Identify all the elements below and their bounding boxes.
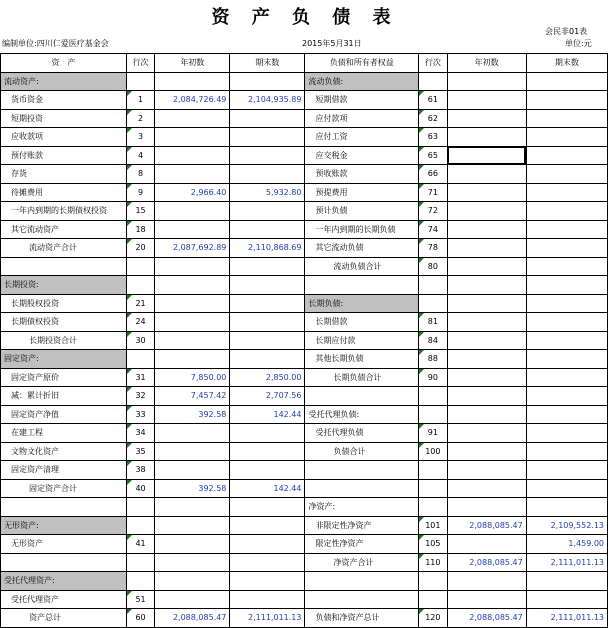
amount-cell[interactable] bbox=[155, 424, 230, 443]
asset-label-cell[interactable]: 无形资产: bbox=[1, 516, 127, 535]
line-number-cell[interactable]: 51 bbox=[126, 590, 154, 609]
line-number-cell[interactable]: 105 bbox=[419, 535, 447, 554]
amount-cell[interactable]: 2,088,085.47 bbox=[447, 516, 526, 535]
line-number-cell[interactable]: 15 bbox=[126, 202, 154, 221]
table-row bbox=[1, 516, 608, 535]
line-number-cell[interactable]: 1 bbox=[126, 91, 154, 110]
line-number-cell[interactable]: 35 bbox=[126, 442, 154, 461]
amount-cell[interactable] bbox=[447, 276, 526, 295]
table-row bbox=[1, 165, 608, 184]
amount-cell[interactable] bbox=[526, 257, 607, 276]
amount-cell[interactable] bbox=[155, 461, 230, 480]
asset-label-cell[interactable]: 短期投资 bbox=[1, 109, 127, 128]
column-header[interactable]: 年初数 bbox=[447, 54, 526, 73]
liability-label-cell[interactable]: 负债合计 bbox=[305, 442, 419, 461]
asset-label-cell[interactable]: 流动资产合计 bbox=[1, 239, 127, 258]
amount-cell[interactable] bbox=[526, 350, 607, 369]
amount-cell[interactable]: 2,104,935.89 bbox=[230, 91, 305, 110]
entity-name: 编制单位:四川仁爱医疗基金会 bbox=[2, 39, 109, 48]
column-header[interactable]: 期末数 bbox=[526, 54, 607, 73]
amount-cell[interactable] bbox=[230, 72, 305, 91]
line-number-cell[interactable]: 66 bbox=[419, 165, 447, 184]
asset-label-cell[interactable] bbox=[1, 498, 127, 517]
table-row bbox=[1, 109, 608, 128]
liability-label-cell[interactable]: 受托代理负债 bbox=[305, 424, 419, 443]
line-number-cell[interactable]: 3 bbox=[126, 128, 154, 147]
selected-cell[interactable] bbox=[447, 146, 526, 165]
amount-cell[interactable]: 2,111,011.13 bbox=[230, 609, 305, 628]
table-row bbox=[1, 609, 608, 628]
line-number-cell[interactable]: 9 bbox=[126, 183, 154, 202]
amount-cell[interactable]: 2,707.56 bbox=[230, 387, 305, 406]
table-row bbox=[1, 424, 608, 443]
asset-label-cell[interactable]: 无形资产 bbox=[1, 535, 127, 554]
amount-cell[interactable] bbox=[526, 165, 607, 184]
column-header[interactable]: 行次 bbox=[419, 54, 447, 73]
asset-label-cell[interactable]: 受托代理资产: bbox=[1, 572, 127, 591]
liability-label-cell[interactable]: 净资产: bbox=[305, 498, 419, 517]
table-row bbox=[1, 72, 608, 91]
column-header[interactable]: 行次 bbox=[126, 54, 154, 73]
line-number-cell[interactable]: 91 bbox=[419, 424, 447, 443]
line-number-cell[interactable]: 31 bbox=[126, 368, 154, 387]
amount-cell[interactable] bbox=[526, 220, 607, 239]
unit-of-measure: 单位:元 bbox=[565, 39, 592, 48]
amount-cell[interactable] bbox=[526, 331, 607, 350]
amount-cell[interactable] bbox=[155, 572, 230, 591]
line-number-cell[interactable]: 100 bbox=[419, 442, 447, 461]
liability-label-cell[interactable]: 长期负债合计 bbox=[305, 368, 419, 387]
line-number-cell[interactable]: 32 bbox=[126, 387, 154, 406]
amount-cell[interactable] bbox=[447, 479, 526, 498]
liability-label-cell[interactable]: 长期负债: bbox=[305, 294, 419, 313]
table-row bbox=[1, 202, 608, 221]
amount-cell[interactable] bbox=[230, 572, 305, 591]
amount-cell[interactable]: 2,850.00 bbox=[230, 368, 305, 387]
amount-cell[interactable] bbox=[155, 516, 230, 535]
amount-cell[interactable] bbox=[447, 72, 526, 91]
liability-label-cell[interactable] bbox=[305, 276, 419, 295]
line-number-cell[interactable]: 81 bbox=[419, 313, 447, 332]
line-number-cell[interactable] bbox=[419, 461, 447, 480]
asset-label-cell[interactable]: 固定资产原价 bbox=[1, 368, 127, 387]
line-number-cell[interactable]: 65 bbox=[419, 146, 447, 165]
line-number-cell[interactable] bbox=[419, 276, 447, 295]
line-number-cell[interactable] bbox=[419, 498, 447, 517]
amount-cell[interactable] bbox=[155, 257, 230, 276]
asset-label-cell[interactable]: 长期投资: bbox=[1, 276, 127, 295]
amount-cell[interactable] bbox=[447, 368, 526, 387]
asset-label-cell[interactable]: 固定资产合计 bbox=[1, 479, 127, 498]
liability-label-cell[interactable] bbox=[305, 572, 419, 591]
column-header[interactable]: 资 产 bbox=[1, 54, 127, 73]
asset-label-cell[interactable]: 长期股权投资 bbox=[1, 294, 127, 313]
amount-cell[interactable] bbox=[526, 405, 607, 424]
line-number-cell[interactable]: 2 bbox=[126, 109, 154, 128]
amount-cell[interactable] bbox=[230, 590, 305, 609]
line-number-cell[interactable]: 63 bbox=[419, 128, 447, 147]
amount-cell[interactable]: 392.58 bbox=[155, 479, 230, 498]
amount-cell[interactable] bbox=[155, 553, 230, 572]
table-row bbox=[1, 294, 608, 313]
liability-label-cell[interactable]: 净资产合计 bbox=[305, 553, 419, 572]
asset-label-cell[interactable]: 存货 bbox=[1, 165, 127, 184]
asset-label-cell[interactable]: 减：累计折旧 bbox=[1, 387, 127, 406]
amount-cell[interactable] bbox=[230, 146, 305, 165]
liability-label-cell[interactable]: 应付工资 bbox=[305, 128, 419, 147]
amount-cell[interactable]: 142.44 bbox=[230, 479, 305, 498]
line-number-cell[interactable]: 8 bbox=[126, 165, 154, 184]
amount-cell[interactable] bbox=[526, 387, 607, 406]
column-header[interactable]: 负债和所有者权益 bbox=[305, 54, 419, 73]
amount-cell[interactable] bbox=[447, 183, 526, 202]
form-code: 会民非01表 bbox=[545, 27, 588, 36]
amount-cell[interactable]: 2,084,726.49 bbox=[155, 91, 230, 110]
amount-cell[interactable] bbox=[526, 368, 607, 387]
liability-label-cell[interactable]: 其它流动负债 bbox=[305, 239, 419, 258]
table-row bbox=[1, 220, 608, 239]
table-row bbox=[1, 276, 608, 295]
amount-cell[interactable] bbox=[447, 257, 526, 276]
table-row bbox=[1, 461, 608, 480]
amount-cell[interactable]: 392.58 bbox=[155, 405, 230, 424]
line-number-cell[interactable]: 18 bbox=[126, 220, 154, 239]
liability-label-cell[interactable]: 预收账款 bbox=[305, 165, 419, 184]
amount-cell[interactable] bbox=[526, 72, 607, 91]
amount-cell[interactable]: 2,110,868.69 bbox=[230, 239, 305, 258]
amount-cell[interactable] bbox=[526, 442, 607, 461]
table-row bbox=[1, 239, 608, 258]
liability-label-cell[interactable]: 长期借款 bbox=[305, 313, 419, 332]
line-number-cell[interactable] bbox=[419, 479, 447, 498]
line-number-cell[interactable] bbox=[126, 276, 154, 295]
asset-label-cell[interactable]: 固定资产清理 bbox=[1, 461, 127, 480]
line-number-cell[interactable]: 33 bbox=[126, 405, 154, 424]
amount-cell[interactable] bbox=[230, 313, 305, 332]
amount-cell[interactable] bbox=[447, 535, 526, 554]
liability-label-cell[interactable] bbox=[305, 461, 419, 480]
line-number-cell[interactable]: 40 bbox=[126, 479, 154, 498]
amount-cell[interactable] bbox=[447, 405, 526, 424]
asset-label-cell[interactable]: 固定资产净值 bbox=[1, 405, 127, 424]
amount-cell[interactable] bbox=[230, 516, 305, 535]
line-number-cell[interactable] bbox=[126, 72, 154, 91]
line-number-cell[interactable]: 60 bbox=[126, 609, 154, 628]
line-number-cell[interactable]: 80 bbox=[419, 257, 447, 276]
amount-cell[interactable] bbox=[155, 146, 230, 165]
liability-label-cell[interactable] bbox=[305, 590, 419, 609]
amount-cell[interactable] bbox=[526, 498, 607, 517]
liability-label-cell[interactable] bbox=[305, 387, 419, 406]
table-row bbox=[1, 535, 608, 554]
amount-cell[interactable] bbox=[447, 313, 526, 332]
table-row bbox=[1, 146, 608, 165]
amount-cell[interactable] bbox=[526, 590, 607, 609]
amount-cell[interactable] bbox=[155, 535, 230, 554]
table-row bbox=[1, 442, 608, 461]
amount-cell[interactable] bbox=[155, 498, 230, 517]
line-number-cell[interactable]: 74 bbox=[419, 220, 447, 239]
amount-cell[interactable] bbox=[230, 331, 305, 350]
table-row bbox=[1, 590, 608, 609]
asset-label-cell[interactable]: 固定资产: bbox=[1, 350, 127, 369]
amount-cell[interactable]: 2,109,552.13 bbox=[526, 516, 607, 535]
amount-cell[interactable] bbox=[230, 276, 305, 295]
amount-cell[interactable] bbox=[447, 387, 526, 406]
asset-label-cell[interactable]: 流动资产: bbox=[1, 72, 127, 91]
table-row bbox=[1, 183, 608, 202]
liability-label-cell[interactable] bbox=[305, 479, 419, 498]
liability-label-cell[interactable]: 限定性净资产 bbox=[305, 535, 419, 554]
liability-label-cell[interactable]: 流动负债: bbox=[305, 72, 419, 91]
amount-cell[interactable] bbox=[155, 109, 230, 128]
amount-cell[interactable]: 7,457.42 bbox=[155, 387, 230, 406]
liability-label-cell[interactable]: 流动负债合计 bbox=[305, 257, 419, 276]
asset-label-cell[interactable]: 应收款项 bbox=[1, 128, 127, 147]
column-header[interactable]: 期末数 bbox=[230, 54, 305, 73]
line-number-cell[interactable]: 72 bbox=[419, 202, 447, 221]
amount-cell[interactable] bbox=[155, 202, 230, 221]
asset-label-cell[interactable]: 长期债权投资 bbox=[1, 313, 127, 332]
asset-label-cell[interactable]: 受托代理资产 bbox=[1, 590, 127, 609]
table-row bbox=[1, 387, 608, 406]
amount-cell[interactable] bbox=[526, 424, 607, 443]
line-number-cell[interactable]: 90 bbox=[419, 368, 447, 387]
line-number-cell[interactable]: 41 bbox=[126, 535, 154, 554]
line-number-cell[interactable] bbox=[126, 553, 154, 572]
amount-cell[interactable] bbox=[526, 479, 607, 498]
amount-cell[interactable] bbox=[230, 424, 305, 443]
line-number-cell[interactable] bbox=[419, 387, 447, 406]
table-row bbox=[1, 350, 608, 369]
amount-cell[interactable] bbox=[155, 590, 230, 609]
table-row bbox=[1, 91, 608, 110]
amount-cell[interactable] bbox=[230, 128, 305, 147]
amount-cell[interactable] bbox=[230, 220, 305, 239]
amount-cell[interactable] bbox=[155, 220, 230, 239]
amount-cell[interactable]: 5,932.80 bbox=[230, 183, 305, 202]
line-number-cell[interactable]: 30 bbox=[126, 331, 154, 350]
line-number-cell[interactable]: 110 bbox=[419, 553, 447, 572]
amount-cell[interactable] bbox=[526, 313, 607, 332]
line-number-cell[interactable] bbox=[419, 590, 447, 609]
amount-cell[interactable] bbox=[447, 165, 526, 184]
balance-sheet-grid bbox=[0, 53, 608, 628]
amount-cell[interactable] bbox=[230, 109, 305, 128]
amount-cell[interactable] bbox=[230, 202, 305, 221]
amount-cell[interactable] bbox=[447, 442, 526, 461]
asset-label-cell[interactable] bbox=[1, 553, 127, 572]
amount-cell[interactable] bbox=[230, 165, 305, 184]
amount-cell[interactable] bbox=[526, 183, 607, 202]
line-number-cell[interactable] bbox=[126, 516, 154, 535]
amount-cell[interactable] bbox=[526, 276, 607, 295]
report-date: 2015年5月31日 bbox=[302, 39, 362, 48]
amount-cell[interactable] bbox=[526, 91, 607, 110]
line-number-cell[interactable]: 20 bbox=[126, 239, 154, 258]
amount-cell[interactable] bbox=[447, 590, 526, 609]
line-number-cell[interactable] bbox=[419, 72, 447, 91]
amount-cell[interactable] bbox=[155, 442, 230, 461]
table-row bbox=[1, 257, 608, 276]
line-number-cell[interactable]: 38 bbox=[126, 461, 154, 480]
line-number-cell[interactable] bbox=[419, 572, 447, 591]
asset-label-cell[interactable]: 货币资金 bbox=[1, 91, 127, 110]
liability-label-cell[interactable]: 短期借款 bbox=[305, 91, 419, 110]
liability-label-cell[interactable]: 应付款项 bbox=[305, 109, 419, 128]
amount-cell[interactable] bbox=[447, 109, 526, 128]
line-number-cell[interactable]: 24 bbox=[126, 313, 154, 332]
asset-label-cell[interactable] bbox=[1, 257, 127, 276]
table-row bbox=[1, 498, 608, 517]
line-number-cell[interactable] bbox=[419, 405, 447, 424]
line-number-cell[interactable]: 84 bbox=[419, 331, 447, 350]
amount-cell[interactable] bbox=[230, 553, 305, 572]
amount-cell[interactable] bbox=[526, 461, 607, 480]
table-row bbox=[1, 479, 608, 498]
amount-cell[interactable] bbox=[447, 350, 526, 369]
line-number-cell[interactable] bbox=[126, 257, 154, 276]
line-number-cell[interactable]: 34 bbox=[126, 424, 154, 443]
amount-cell[interactable] bbox=[230, 461, 305, 480]
amount-cell[interactable] bbox=[447, 202, 526, 221]
asset-label-cell[interactable]: 待摊费用 bbox=[1, 183, 127, 202]
amount-cell[interactable] bbox=[526, 146, 607, 165]
line-number-cell[interactable] bbox=[126, 498, 154, 517]
amount-cell[interactable] bbox=[526, 128, 607, 147]
line-number-cell[interactable]: 61 bbox=[419, 91, 447, 110]
liability-label-cell[interactable]: 预计负债 bbox=[305, 202, 419, 221]
amount-cell[interactable] bbox=[155, 276, 230, 295]
table-row bbox=[1, 572, 608, 591]
amount-cell[interactable] bbox=[155, 165, 230, 184]
table-row bbox=[1, 128, 608, 147]
line-number-cell[interactable] bbox=[126, 572, 154, 591]
report-title: 资 产 负 债 表 bbox=[211, 7, 399, 28]
liability-label-cell[interactable]: 受托代理负债: bbox=[305, 405, 419, 424]
table-row bbox=[1, 405, 608, 424]
amount-cell[interactable] bbox=[155, 350, 230, 369]
liability-label-cell[interactable]: 应交税金 bbox=[305, 146, 419, 165]
amount-cell[interactable] bbox=[447, 294, 526, 313]
asset-label-cell[interactable]: 长期投资合计 bbox=[1, 331, 127, 350]
table-row bbox=[1, 313, 608, 332]
amount-cell[interactable] bbox=[526, 572, 607, 591]
line-number-cell[interactable] bbox=[126, 350, 154, 369]
liability-label-cell[interactable]: 非限定性净资产 bbox=[305, 516, 419, 535]
asset-label-cell[interactable]: 预付账款 bbox=[1, 146, 127, 165]
liability-label-cell[interactable]: 预提费用 bbox=[305, 183, 419, 202]
amount-cell[interactable]: 7,850.00 bbox=[155, 368, 230, 387]
amount-cell[interactable] bbox=[155, 313, 230, 332]
line-number-cell[interactable]: 101 bbox=[419, 516, 447, 535]
asset-label-cell[interactable]: 在建工程 bbox=[1, 424, 127, 443]
amount-cell[interactable] bbox=[230, 257, 305, 276]
amount-cell[interactable] bbox=[230, 350, 305, 369]
line-number-cell[interactable]: 88 bbox=[419, 350, 447, 369]
amount-cell[interactable]: 2,111,011.13 bbox=[526, 553, 607, 572]
amount-cell[interactable] bbox=[526, 239, 607, 258]
table-row bbox=[1, 553, 608, 572]
amount-cell[interactable] bbox=[155, 331, 230, 350]
amount-cell[interactable]: 1,459.00 bbox=[526, 535, 607, 554]
line-number-cell[interactable]: 71 bbox=[419, 183, 447, 202]
asset-label-cell[interactable]: 文物文化资产 bbox=[1, 442, 127, 461]
asset-label-cell[interactable]: 资产总计 bbox=[1, 609, 127, 628]
line-number-cell[interactable]: 78 bbox=[419, 239, 447, 258]
header-row bbox=[1, 54, 608, 73]
asset-label-cell[interactable]: 其它流动资产 bbox=[1, 220, 127, 239]
liability-label-cell[interactable]: 负债和净资产总计 bbox=[305, 609, 419, 628]
line-number-cell[interactable] bbox=[419, 294, 447, 313]
amount-cell[interactable]: 142.44 bbox=[230, 405, 305, 424]
amount-cell[interactable]: 2,087,692.89 bbox=[155, 239, 230, 258]
liability-label-cell[interactable]: 其他长期负债 bbox=[305, 350, 419, 369]
table-row bbox=[1, 331, 608, 350]
amount-cell[interactable] bbox=[230, 442, 305, 461]
amount-cell[interactable]: 2,088,085.47 bbox=[447, 609, 526, 628]
amount-cell[interactable] bbox=[447, 239, 526, 258]
amount-cell[interactable] bbox=[447, 220, 526, 239]
amount-cell[interactable] bbox=[447, 424, 526, 443]
amount-cell[interactable] bbox=[230, 498, 305, 517]
amount-cell[interactable] bbox=[526, 109, 607, 128]
amount-cell[interactable]: 2,966.40 bbox=[155, 183, 230, 202]
column-header[interactable]: 年初数 bbox=[155, 54, 230, 73]
amount-cell[interactable] bbox=[526, 202, 607, 221]
amount-cell[interactable] bbox=[447, 331, 526, 350]
amount-cell[interactable] bbox=[155, 128, 230, 147]
line-number-cell[interactable]: 62 bbox=[419, 109, 447, 128]
amount-cell[interactable] bbox=[230, 294, 305, 313]
amount-cell[interactable] bbox=[447, 461, 526, 480]
amount-cell[interactable]: 2,088,085.47 bbox=[447, 553, 526, 572]
amount-cell[interactable] bbox=[155, 72, 230, 91]
liability-label-cell[interactable]: 长期应付款 bbox=[305, 331, 419, 350]
table-row bbox=[1, 368, 608, 387]
amount-cell[interactable] bbox=[447, 91, 526, 110]
amount-cell[interactable] bbox=[447, 498, 526, 517]
amount-cell[interactable] bbox=[447, 572, 526, 591]
liability-label-cell[interactable]: 一年内到期的长期负债 bbox=[305, 220, 419, 239]
amount-cell[interactable] bbox=[447, 128, 526, 147]
amount-cell[interactable] bbox=[230, 535, 305, 554]
amount-cell[interactable]: 2,111,011.13 bbox=[526, 609, 607, 628]
line-number-cell[interactable]: 120 bbox=[419, 609, 447, 628]
amount-cell[interactable] bbox=[155, 294, 230, 313]
amount-cell[interactable]: 2,088,085.47 bbox=[155, 609, 230, 628]
line-number-cell[interactable]: 21 bbox=[126, 294, 154, 313]
asset-label-cell[interactable]: 一年内到期的长期债权投资 bbox=[1, 202, 127, 221]
line-number-cell[interactable]: 4 bbox=[126, 146, 154, 165]
amount-cell[interactable] bbox=[526, 294, 607, 313]
